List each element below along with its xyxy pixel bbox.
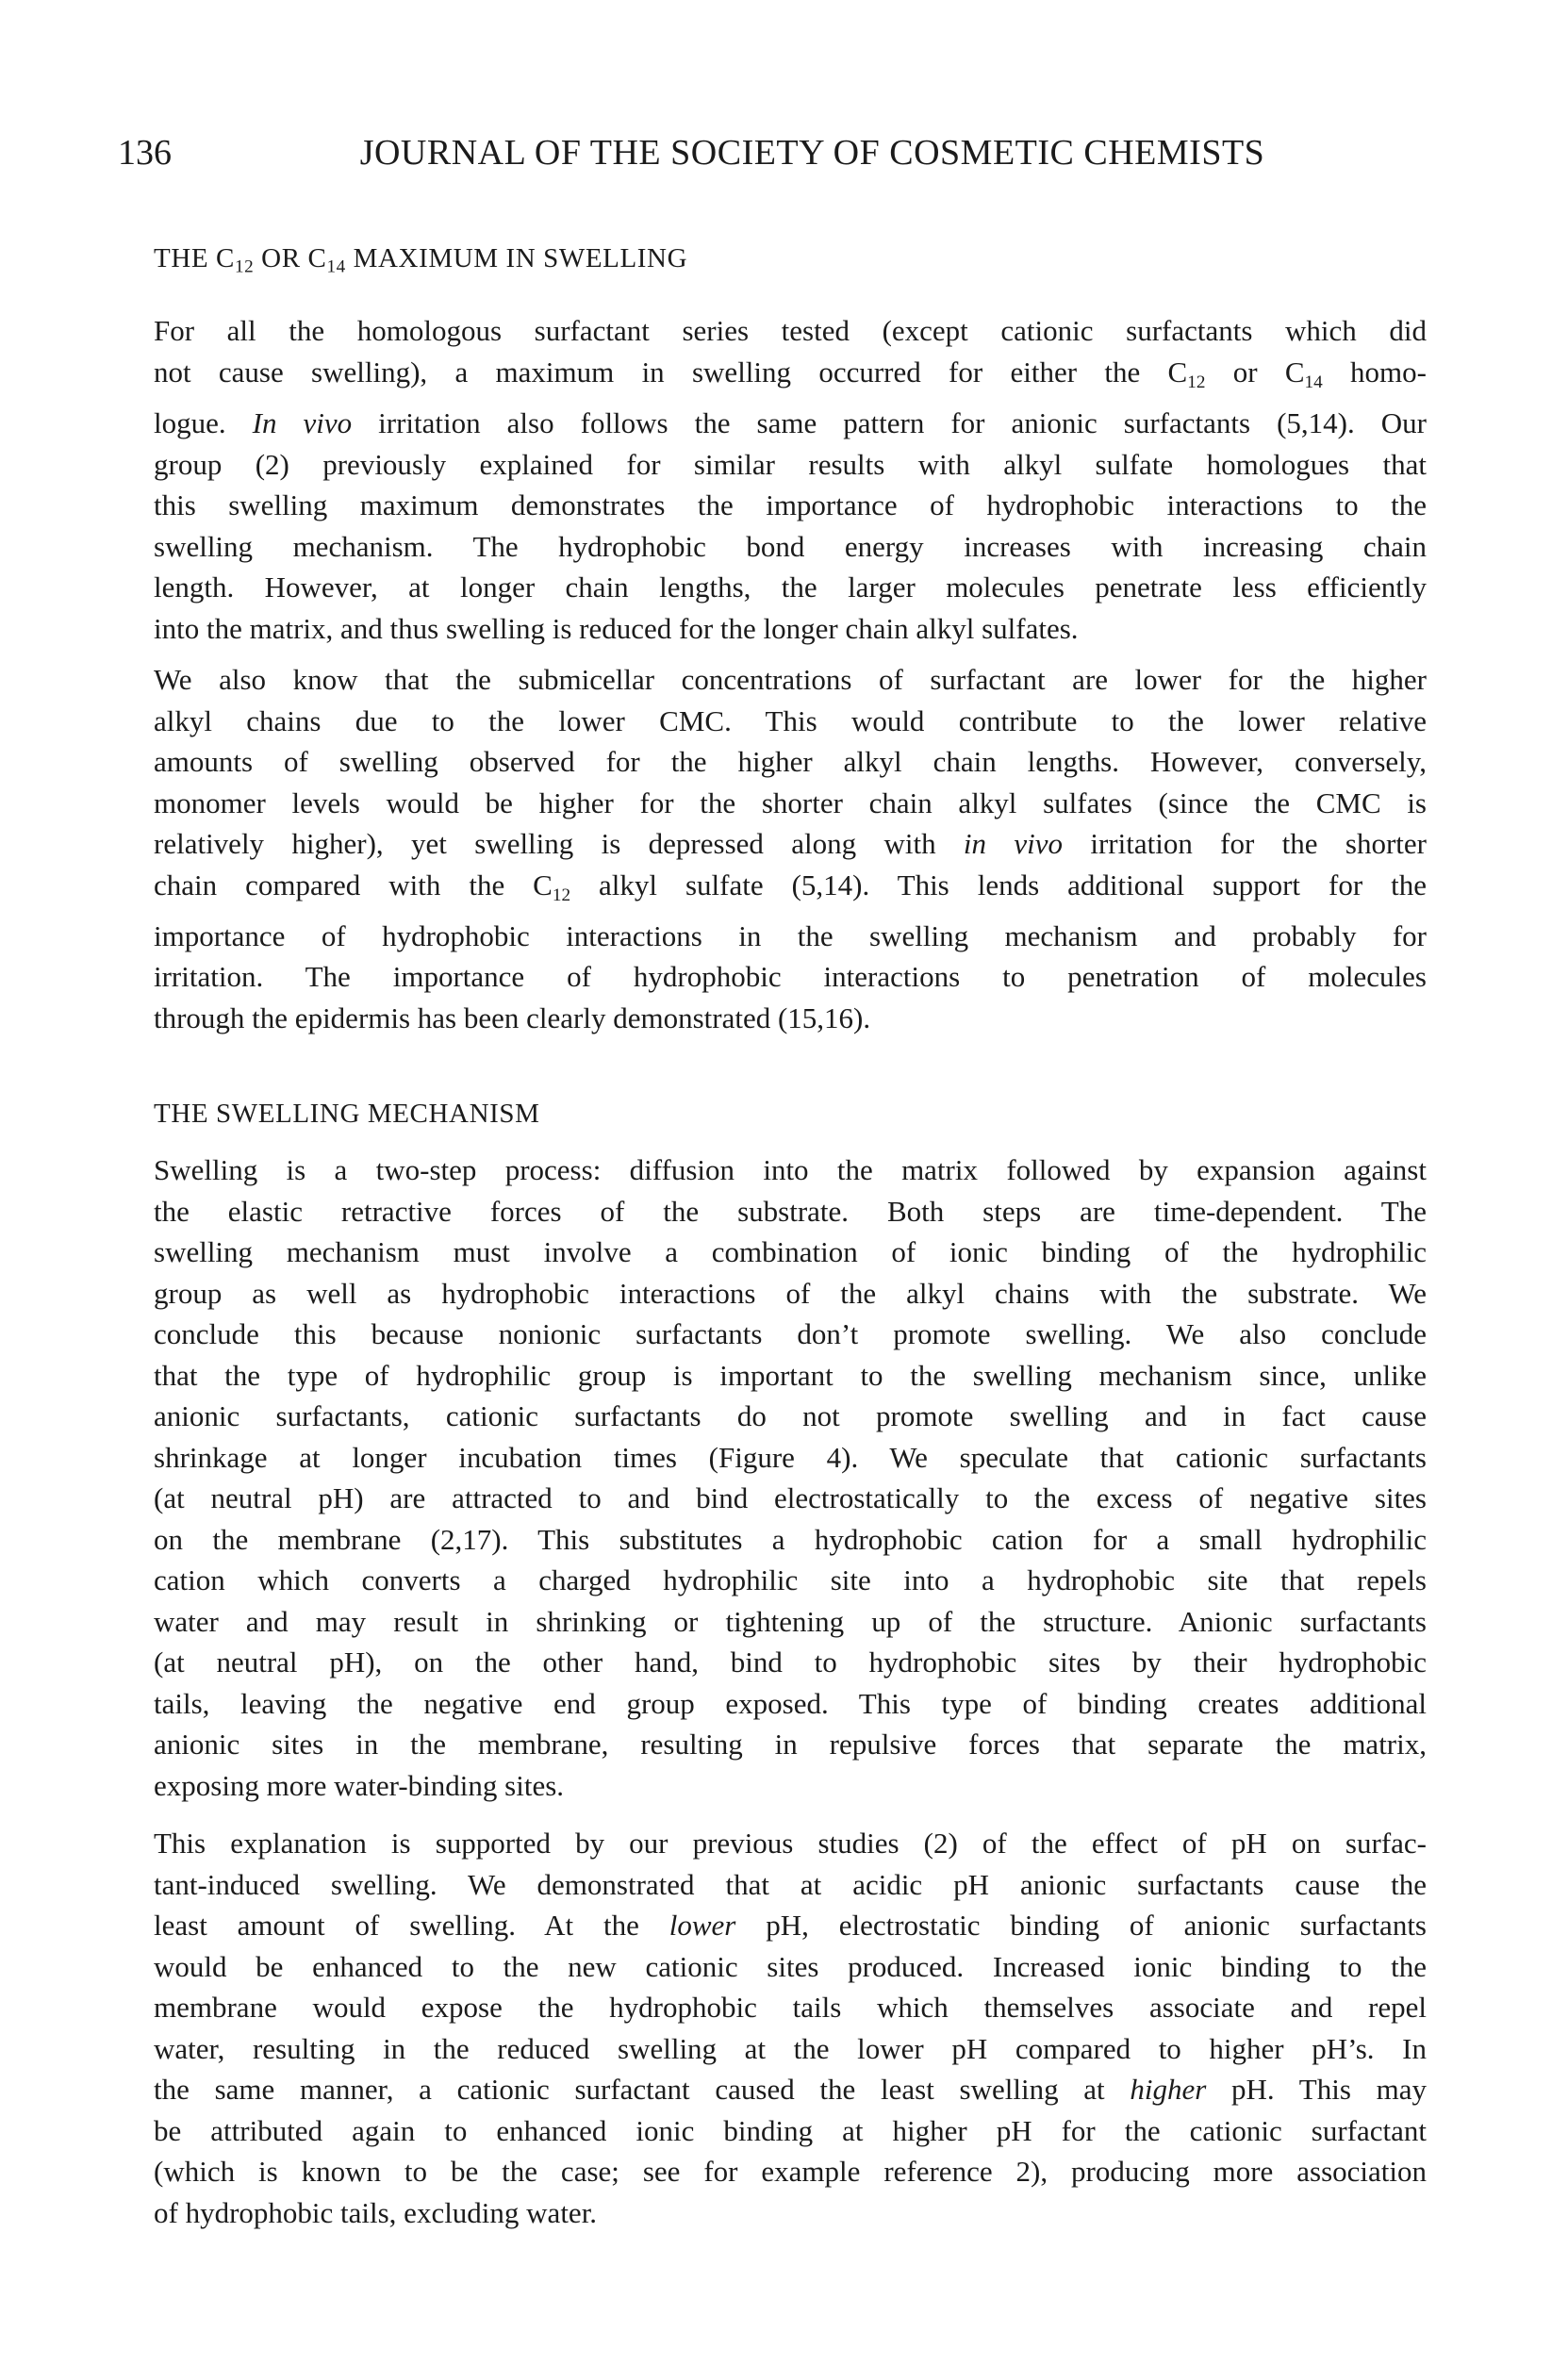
text-run: of hydrophobic tails, excluding water. (154, 2195, 598, 2229)
text-run: on the membrane (2,17). This substitutes a hydrophobic cation for a small hydrophilic (154, 1522, 1427, 1556)
italic-text: lower (668, 1909, 736, 1943)
page-number: 136 (118, 133, 172, 173)
text-run: least amount of swelling. At the (154, 1909, 669, 1943)
italic-text: higher (1130, 2073, 1207, 2107)
text-line (154, 1396, 1427, 1437)
text-run: cation which converts a charged hydrophilic site into a hydrophobic site that repels (154, 1563, 1427, 1597)
text-run: alkyl sulfate (5,14). This lends additional support for the (570, 868, 1427, 901)
text-run: group (2) previously explained for similar results with alkyl sulfate homologues that (154, 447, 1427, 481)
text-run: (which is known to be the case; see for example reference 2), producing more association (154, 2155, 1427, 2189)
text-line (154, 1601, 1427, 1643)
text-run: irritation for the shorter (1063, 827, 1427, 861)
text-run: through the epidermis has been clearly demonstrated (15,16). (154, 1001, 871, 1034)
subscript-text: 12 (234, 256, 255, 277)
text-line (154, 1946, 1427, 1988)
text-run: importance of hydrophobic interactions in the swelling mechanism and probably for (154, 918, 1427, 952)
text-run: would be enhanced to the new cationic sites produced. Increased ionic binding to the (154, 1949, 1427, 1983)
text-run: that the type of hydrophilic group is important to the swelling mechanism since, unlike (154, 1358, 1427, 1392)
text-line (154, 865, 1427, 916)
text-line (154, 444, 1427, 486)
paragraph (154, 1823, 1427, 2233)
text-run: anionic sites in the membrane, resulting in repulsive forces that separate the matrix, (154, 1728, 1427, 1761)
text-run: Swelling is a two-step process: diffusion into the matrix followed by expansion against (154, 1153, 1427, 1187)
text-run: alkyl chains due to the lower CMC. This would contribute to the lower relative (154, 703, 1427, 737)
text-line (154, 310, 1427, 352)
text-run: We also know that the submicellar concentrations of surfactant are lower for the higher (154, 663, 1427, 697)
text-line (154, 701, 1427, 742)
text-run: (at neutral pH), on the other hand, bind to hydrophobic sites by their hydrophobic (154, 1646, 1427, 1679)
text-run: water, resulting in the reduced swelling at the lower pH compared to higher pH’s. In (154, 2031, 1427, 2065)
italic-text: In vivo (252, 406, 353, 440)
text-line (154, 1355, 1427, 1397)
text-run: irritation. The importance of hydrophobic interactions to penetration of molecules (154, 960, 1427, 994)
paragraph (154, 1149, 1427, 1806)
text-line (154, 1683, 1427, 1725)
text-run: THE SWELLING MECHANISM (154, 1099, 540, 1130)
text-line (154, 783, 1427, 824)
text-line (154, 1437, 1427, 1479)
text-line (154, 659, 1427, 701)
text-line (154, 1905, 1427, 1946)
text-line (154, 2192, 1427, 2234)
text-run: this swelling maximum demonstrates the importance of hydrophobic interactions to the (154, 488, 1427, 522)
text-line (154, 823, 1427, 865)
text-line (154, 2110, 1427, 2152)
text-run: the elastic retractive forces of the substrate. Both steps are time-dependent. The (154, 1194, 1427, 1228)
text-run: chain compared with the C (154, 868, 553, 901)
text-line (154, 1823, 1427, 1864)
text-line (154, 1724, 1427, 1765)
text-line (154, 2069, 1427, 2110)
text-line (154, 956, 1427, 998)
text-run: group as well as hydrophobic interactions of the alkyl chains with the substrate. We (154, 1276, 1427, 1310)
text-run: homo- (1322, 355, 1427, 389)
text-line (154, 1642, 1427, 1683)
text-run: MAXIMUM IN SWELLING (345, 243, 688, 273)
text-run: swelling mechanism must involve a combination of ionic binding of the hydrophilic (154, 1235, 1427, 1269)
subscript-text: 14 (1304, 372, 1323, 392)
text-line (154, 741, 1427, 783)
text-run: tails, leaving the negative end group exposed. This type of binding creates additional (154, 1686, 1427, 1720)
subscript-text: 14 (326, 256, 346, 277)
subscript-text: 12 (552, 885, 571, 905)
document-body (154, 0, 1427, 2233)
journal-title: JOURNAL OF THE SOCIETY OF COSMETIC CHEMISTS (359, 133, 1265, 173)
section-heading (154, 1097, 1427, 1131)
text-line (154, 916, 1427, 957)
text-run: into the matrix, and thus swelling is reduced for the longer chain alkyl sulfates. (154, 611, 1079, 645)
text-run: not cause swelling), a maximum in swelling occurred for either the C (154, 355, 1188, 389)
text-line (154, 2151, 1427, 2192)
section-heading (154, 241, 1427, 284)
text-run: length. However, at longer chain lengths, the larger molecules penetrate less efficiently (154, 571, 1427, 604)
text-line (154, 1765, 1427, 1807)
text-run: For all the homologous surfactant series tested (except cationic surfactants which did (154, 314, 1427, 348)
text-line (154, 1987, 1427, 2028)
text-line (154, 608, 1427, 650)
text-line (154, 1273, 1427, 1315)
text-run: the same manner, a cationic surfactant caused the least swelling at (154, 2073, 1131, 2107)
text-run: amounts of swelling observed for the higher alkyl chain lengths. However, conversely, (154, 745, 1427, 779)
text-run: water and may result in shrinking or tightening up of the structure. Anionic surfactants (154, 1604, 1427, 1638)
text-run: pH, electrostatic binding of anionic surfactants (735, 1909, 1427, 1943)
text-line (154, 1232, 1427, 1273)
text-line (154, 485, 1427, 526)
text-run: exposing more water-binding sites. (154, 1768, 565, 1802)
text-run: logue. (154, 406, 253, 440)
text-run: irritation also follows the same pattern for anionic surfactants (5,14). Our (352, 406, 1427, 440)
italic-text: in vivo (963, 827, 1064, 861)
text-run: be attributed again to enhanced ionic binding at higher pH for the cationic surfactant (154, 2113, 1427, 2147)
text-line (154, 998, 1427, 1039)
text-run: relatively higher), yet swelling is depressed along with (154, 827, 964, 861)
text-run: OR C (254, 243, 327, 273)
text-run: conclude this because nonionic surfactants don’t promote swelling. We also conclude (154, 1317, 1427, 1351)
text-run: THE C (154, 243, 235, 273)
subscript-text: 12 (1187, 372, 1206, 392)
text-run: membrane would expose the hydrophobic tails which themselves associate and repel (154, 1991, 1427, 2025)
text-line (154, 1864, 1427, 1906)
text-line (154, 526, 1427, 568)
text-line (154, 403, 1427, 444)
text-run: (at neutral pH) are attracted to and bind electrostatically to the excess of negative sites (154, 1481, 1427, 1515)
paragraph (154, 659, 1427, 1038)
text-line (154, 1314, 1427, 1355)
text-run: swelling mechanism. The hydrophobic bond energy increases with increasing chain (154, 529, 1427, 563)
text-run: tant-induced swelling. We demonstrated that at acidic pH anionic surfactants cause the (154, 1867, 1427, 1901)
text-line (154, 567, 1427, 608)
text-run: monomer levels would be higher for the shorter chain alkyl sulfates (since the CMC is (154, 786, 1427, 819)
text-line (154, 1519, 1427, 1561)
text-run: pH. This may (1206, 2073, 1427, 2107)
text-line (154, 1478, 1427, 1519)
text-line (154, 352, 1427, 403)
text-run: or C (1205, 355, 1305, 389)
text-line (154, 1191, 1427, 1232)
text-run: anionic surfactants, cationic surfactants do not promote swelling and in fact cause (154, 1399, 1427, 1433)
text-line (154, 1560, 1427, 1601)
text-run: shrinkage at longer incubation times (Figure 4). We speculate that cationic surfactants (154, 1440, 1427, 1474)
text-line (154, 2028, 1427, 2070)
paragraph (154, 310, 1427, 649)
text-line (154, 1149, 1427, 1191)
text-run: This explanation is supported by our previous studies (2) of the effect of pH on surfac- (154, 1827, 1427, 1861)
